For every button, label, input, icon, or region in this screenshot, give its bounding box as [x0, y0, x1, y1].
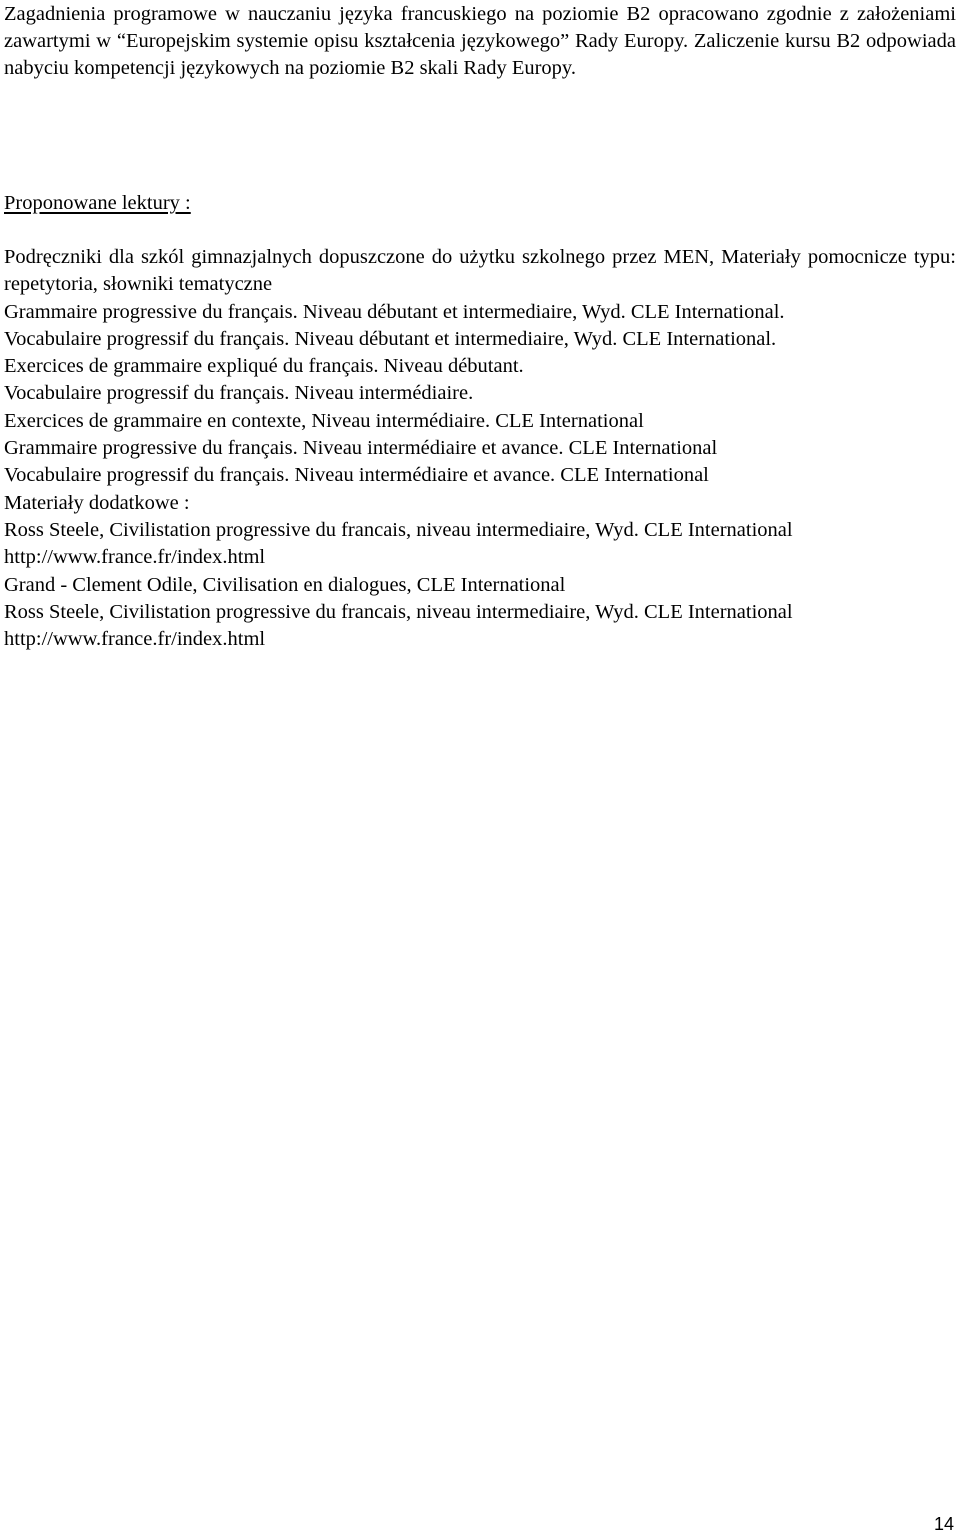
reading-item: Grammaire progressive du français. Niveau débutant et intermediaire, Wyd. CLE International.	[4, 300, 785, 323]
intro-paragraph	[4, 1, 956, 82]
supplementary-item: Grand - Clement Odile, Civilisation en dialogues, CLE International	[4, 573, 566, 596]
reading-item: Exercices de grammaire en contexte, Niveau intermédiaire. CLE International	[4, 409, 644, 432]
readings-heading: Proponowane lektury :	[4, 192, 191, 214]
supplementary-heading: Materiały dodatkowe :	[4, 491, 190, 514]
supplementary-link[interactable]: http://www.france.fr/index.html	[4, 628, 266, 651]
reading-item: Vocabulaire progressif du français. Niveau intermédiaire.	[4, 382, 474, 405]
page-number: 14	[933, 1514, 954, 1534]
supplementary-link[interactable]: http://www.france.fr/index.html	[4, 546, 266, 569]
textbooks-text: Podręczniki dla szkól gimnazjalnych dopuszczone do użytku szkolnego przez MEN, Materiały pomocnicze typu: repetytoria, słowniki tematyczne	[4, 246, 956, 296]
intro-text: Zagadnienia programowe w nauczaniu języka francuskiego na poziomie B2 opracowano zgodnie z założeniami zawartymi w “Europejskim systemie opisu kształcenia językowego” Rady Europy. Zaliczenie kursu B2 odpowiada nabyciu kompetencji językowych na poziomie B2 skali Rady Europy.	[4, 3, 956, 79]
readings-list	[4, 244, 956, 653]
supplementary-item: Ross Steele, Civilistation progressive du francais, niveau intermediaire, Wyd. CLE International	[4, 600, 793, 623]
supplementary-item: Ross Steele, Civilistation progressive du francais, niveau intermediaire, Wyd. CLE International	[4, 518, 793, 541]
reading-item: Vocabulaire progressif du français. Niveau débutant et intermediaire, Wyd. CLE International.	[4, 327, 777, 350]
reading-item: Grammaire progressive du français. Niveau intermédiaire et avance. CLE International	[4, 437, 718, 460]
reading-item: Exercices de grammaire expliqué du français. Niveau débutant.	[4, 355, 524, 378]
reading-item: Vocabulaire progressif du français. Niveau intermédiaire et avance. CLE International	[4, 464, 709, 487]
